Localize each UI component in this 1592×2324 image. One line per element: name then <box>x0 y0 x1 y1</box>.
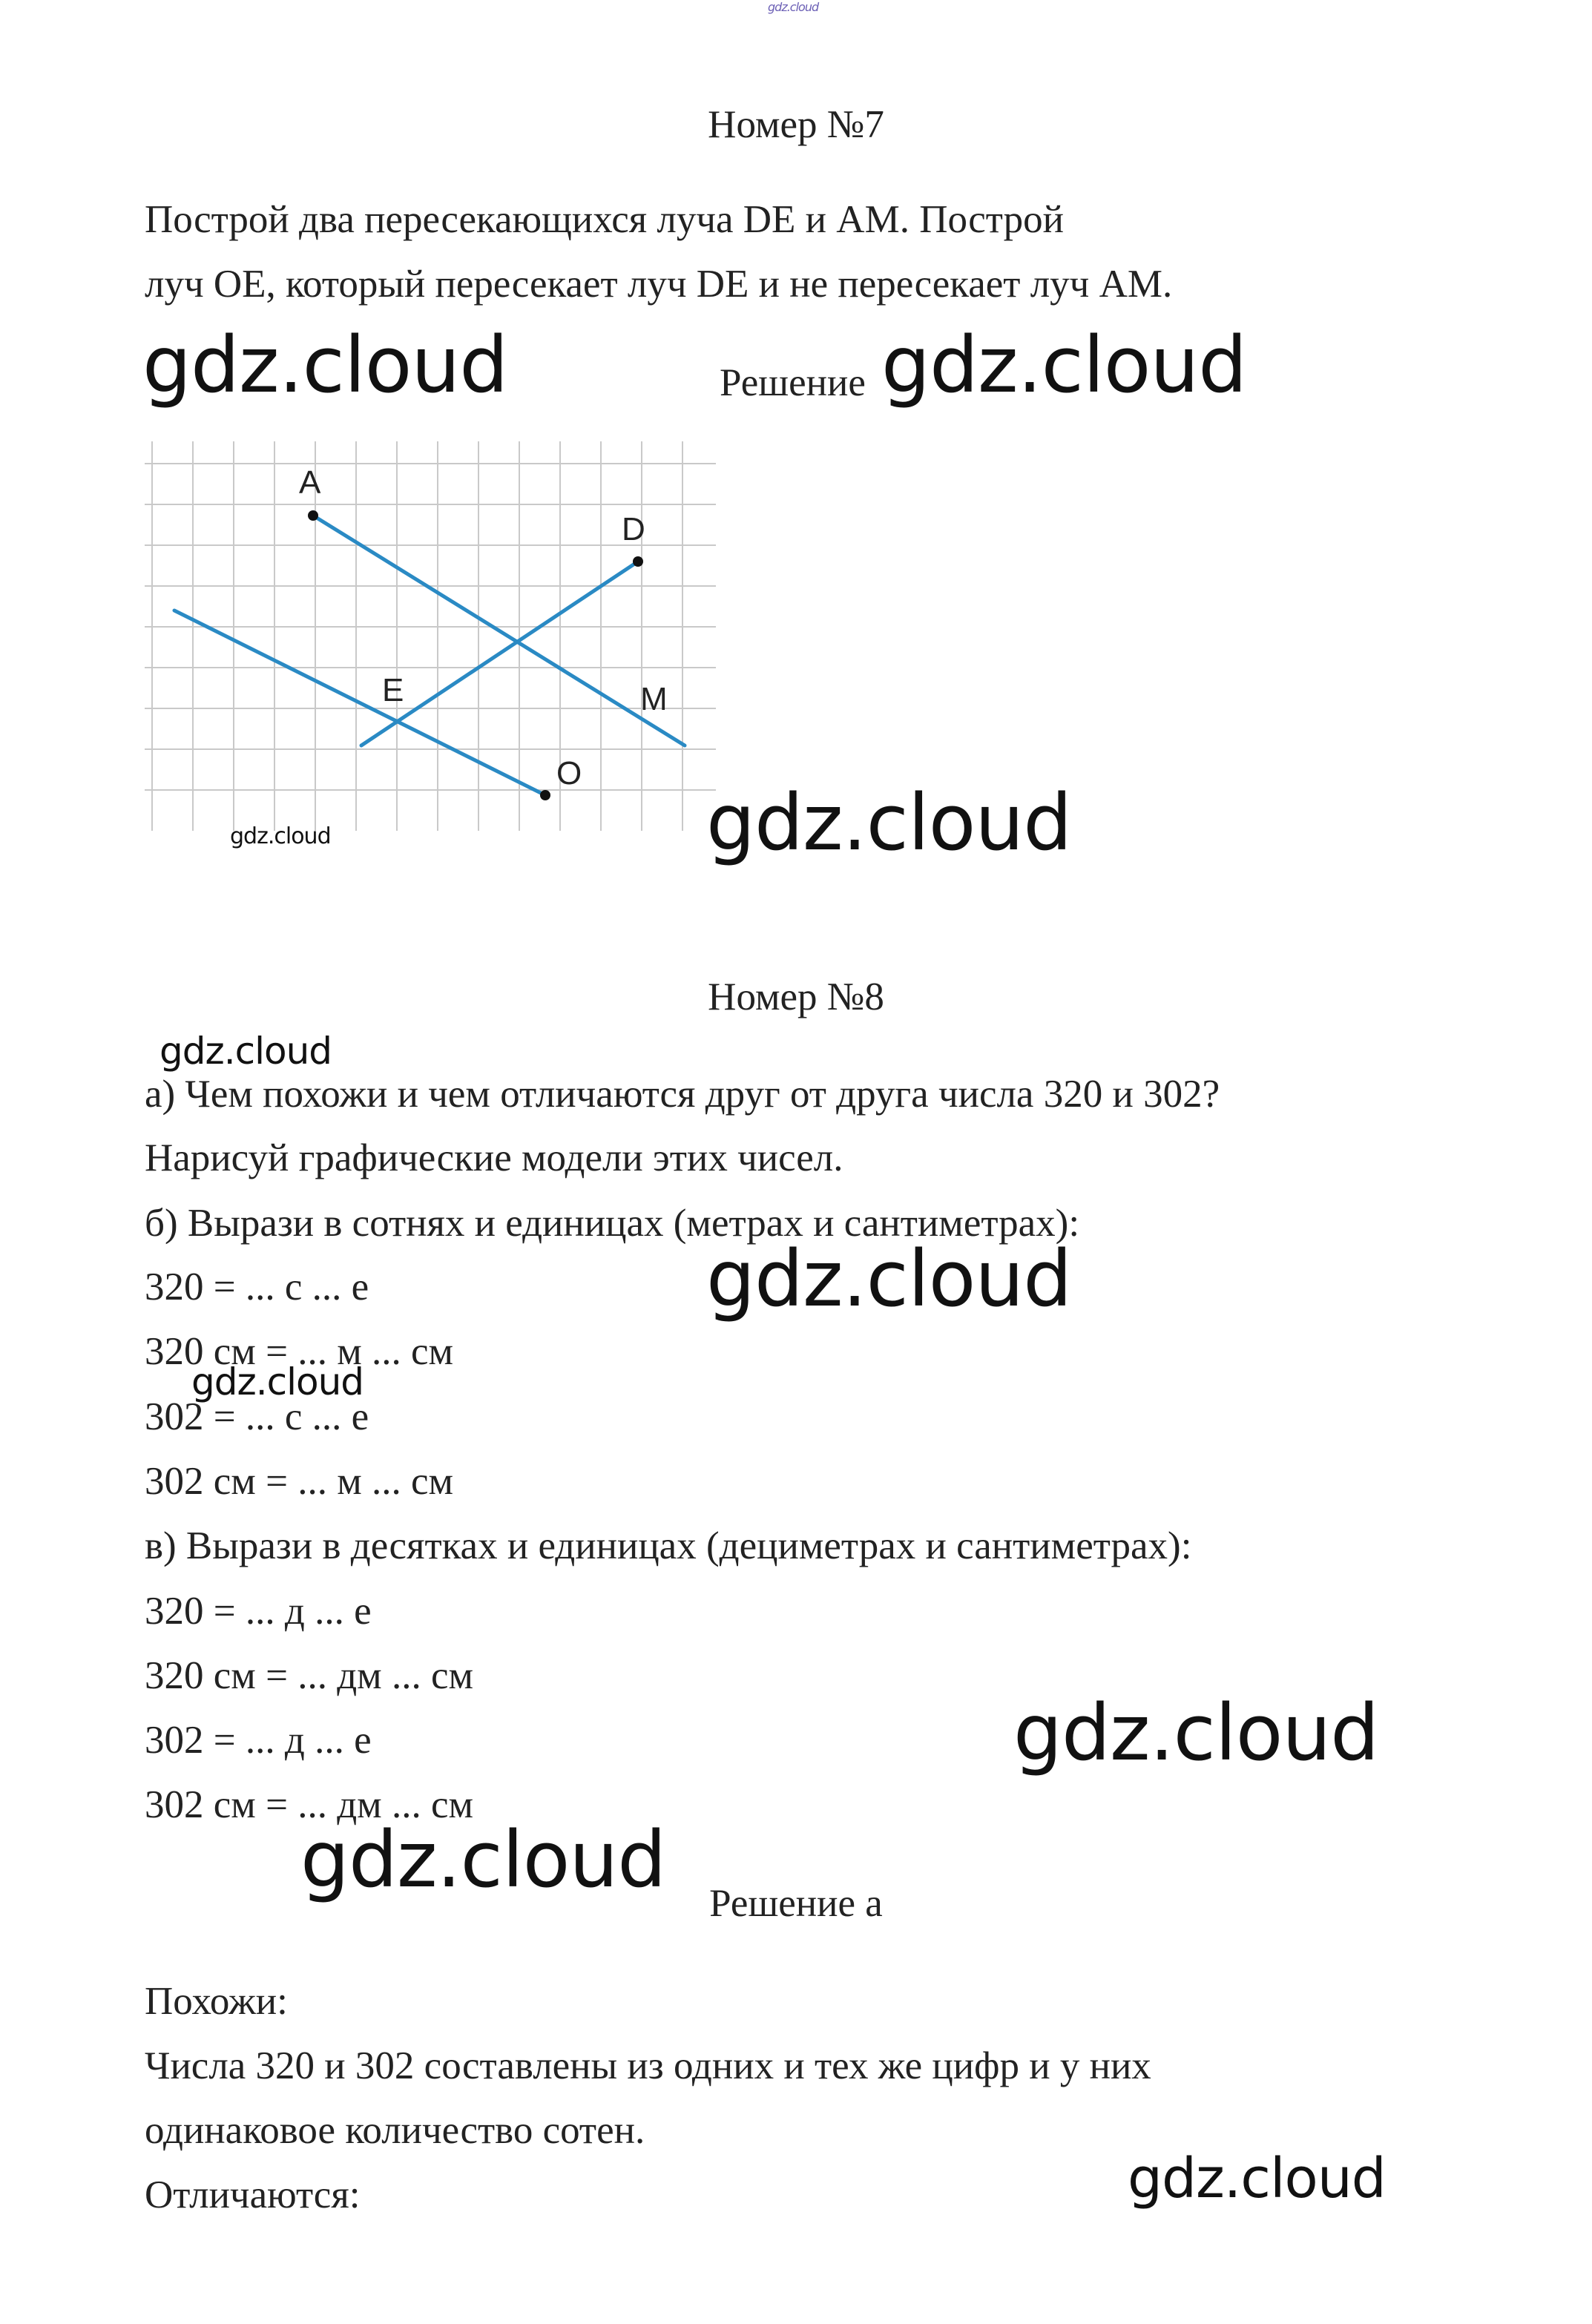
ray-de <box>361 562 638 745</box>
watermark: gdz.cloud <box>881 320 1247 410</box>
task7-line1: Построй два пересекающихся луча DE и AM. Построй <box>145 198 1064 241</box>
task7-line2: луч OE, который пересекает луч DE и не пересекает луч AM. <box>145 263 1173 306</box>
label-d: D <box>622 511 645 547</box>
task7-solution-label: Решение <box>720 361 866 404</box>
rays-figure <box>145 441 716 831</box>
label-e: E <box>382 672 404 708</box>
point-a <box>308 510 318 521</box>
similar-text: Числа 320 и 302 составлены из одних и тех же цифр и у них <box>145 2044 1151 2087</box>
task8-line: Нарисуй графические модели этих чисел. <box>145 1136 843 1179</box>
task8-line: в) Вырази в десятках и единицах (дециметрах и сантиметрах): <box>145 1524 1192 1567</box>
label-o: O <box>556 755 582 791</box>
task8-line: 320 = ... с ... е <box>145 1265 369 1309</box>
label-a: A <box>299 464 321 501</box>
watermark: gdz.cloud <box>1013 1688 1379 1778</box>
similar-text: одинаковое количество сотен. <box>145 2109 645 2152</box>
solution-a-label: Решение а <box>709 1882 883 1925</box>
task8-line: 302 см = ... м ... см <box>145 1460 454 1503</box>
watermark: gdz.cloud <box>230 823 331 849</box>
watermark: gdz.cloud <box>191 1360 364 1403</box>
task8-line: 302 = ... д ... е <box>145 1719 372 1762</box>
task8-line: б) Вырази в сотнях и единицах (метрах и сантиметрах): <box>145 1202 1080 1245</box>
label-m: M <box>640 681 668 717</box>
watermark: gdz.cloud <box>142 320 508 410</box>
task8-line: 320 см = ... дм ... см <box>145 1654 474 1697</box>
grid <box>145 441 716 831</box>
task8-line: а) Чем похожи и чем отличаются друг от друга числа 320 и 302? <box>145 1073 1220 1116</box>
task8-line: 302 см = ... дм ... см <box>145 1783 474 1826</box>
watermark: gdz.cloud <box>706 1234 1072 1324</box>
top-watermark: gdz.cloud <box>768 0 819 14</box>
point-d <box>633 556 643 567</box>
task7-title: Номер №7 <box>708 103 884 146</box>
task8-line: 320 = ... д ... е <box>145 1590 372 1633</box>
ray-am <box>313 516 685 745</box>
task8-line: 320 см = ... м ... см <box>145 1330 454 1373</box>
task8-title: Номер №8 <box>708 975 884 1018</box>
task8-line: 302 = ... с ... е <box>145 1395 369 1438</box>
similar-heading: Похожи: <box>145 1980 288 2023</box>
watermark: gdz.cloud <box>706 777 1072 868</box>
point-o <box>540 790 550 800</box>
ray-oe <box>174 610 545 795</box>
differ-heading: Отличаются: <box>145 2173 361 2216</box>
watermark: gdz.cloud <box>159 1030 332 1073</box>
watermark: gdz.cloud <box>1128 2147 1386 2211</box>
watermark: gdz.cloud <box>300 1814 666 1905</box>
